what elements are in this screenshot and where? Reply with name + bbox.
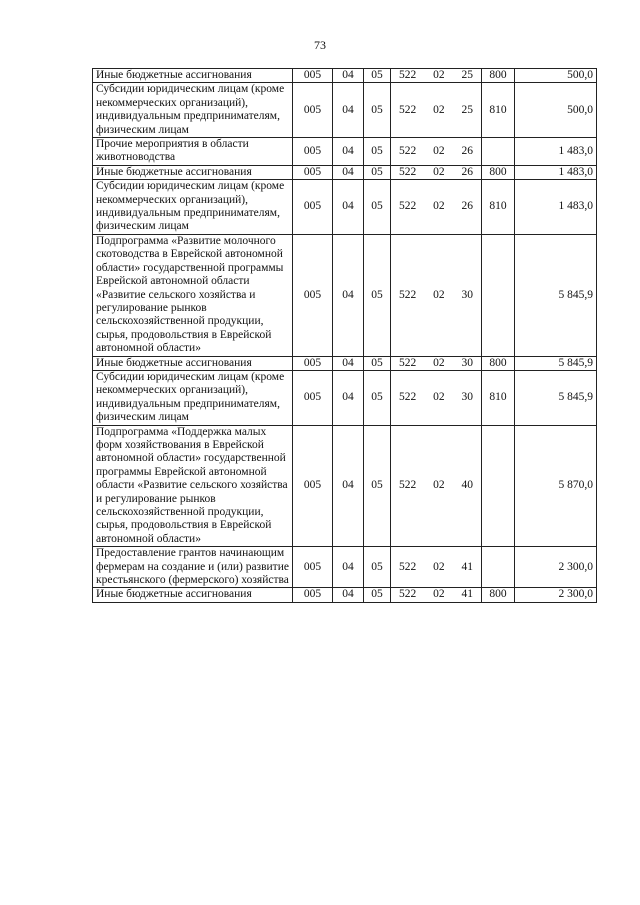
row-target-article-cell bbox=[391, 356, 482, 370]
target-article-part: 522 bbox=[399, 288, 417, 301]
row-vr-code-cell: 800 bbox=[482, 356, 515, 370]
row-vr-code-cell: 800 bbox=[482, 69, 515, 83]
target-article-part: 02 bbox=[433, 479, 445, 492]
target-article-part: 30 bbox=[461, 356, 473, 369]
row-pr-code-cell: 05 bbox=[364, 370, 391, 425]
row-gr-code-cell: 005 bbox=[293, 180, 333, 235]
row-target-article-cell bbox=[391, 588, 482, 602]
row-gr-code-cell: 005 bbox=[293, 547, 333, 588]
table-row bbox=[93, 588, 597, 602]
table-row bbox=[93, 69, 597, 83]
row-gr-code-cell: 005 bbox=[293, 370, 333, 425]
row-rz-code-cell: 04 bbox=[333, 370, 364, 425]
target-article-part: 26 bbox=[461, 200, 473, 213]
row-target-article-cell bbox=[391, 547, 482, 588]
target-article-part: 02 bbox=[433, 588, 445, 601]
table-row bbox=[93, 138, 597, 166]
row-amount-cell: 1 483,0 bbox=[515, 138, 597, 166]
table-row bbox=[93, 370, 597, 425]
row-vr-code-cell: 810 bbox=[482, 180, 515, 235]
target-article-part: 30 bbox=[461, 288, 473, 301]
target-article-code bbox=[394, 289, 478, 302]
row-name-cell: Предоставление грантов начинающим фермерам на создание и (или) развитие крестьянского (фермерского) хозяйства bbox=[93, 547, 293, 588]
row-target-article-cell bbox=[391, 69, 482, 83]
row-gr-code-cell: 005 bbox=[293, 588, 333, 602]
row-pr-code-cell: 05 bbox=[364, 588, 391, 602]
table-row bbox=[93, 425, 597, 547]
row-gr-code-cell: 005 bbox=[293, 138, 333, 166]
target-article-part: 02 bbox=[433, 200, 445, 213]
target-article-part: 522 bbox=[399, 391, 417, 404]
row-target-article-cell bbox=[391, 425, 482, 547]
row-amount-cell: 2 300,0 bbox=[515, 547, 597, 588]
table-row bbox=[93, 165, 597, 179]
target-article-part: 02 bbox=[433, 391, 445, 404]
table-row bbox=[93, 356, 597, 370]
row-rz-code-cell: 04 bbox=[333, 547, 364, 588]
row-rz-code-cell: 04 bbox=[333, 69, 364, 83]
target-article-code bbox=[394, 588, 478, 601]
row-rz-code-cell: 04 bbox=[333, 588, 364, 602]
target-article-code bbox=[394, 104, 478, 117]
row-amount-cell: 5 845,9 bbox=[515, 356, 597, 370]
row-amount-cell: 2 300,0 bbox=[515, 588, 597, 602]
row-name-cell: Подпрограмма «Поддержка малых форм хозяйствования в Еврейской автономной области» государственной программы Еврейской автономной области «Развитие сельского хозяйства и регулирование рынков сельскохозяйственной продукции, сырья, продовольствия в Еврейской автономной области» bbox=[93, 425, 293, 547]
target-article-part: 26 bbox=[461, 165, 473, 178]
target-article-part: 522 bbox=[399, 479, 417, 492]
target-article-part: 522 bbox=[399, 103, 417, 116]
target-article-part: 522 bbox=[399, 165, 417, 178]
target-article-part: 522 bbox=[399, 200, 417, 213]
row-rz-code-cell: 04 bbox=[333, 234, 364, 356]
row-vr-code-cell bbox=[482, 138, 515, 166]
target-article-code bbox=[394, 561, 478, 574]
row-target-article-cell bbox=[391, 138, 482, 166]
row-pr-code-cell: 05 bbox=[364, 138, 391, 166]
table-row bbox=[93, 83, 597, 138]
row-amount-cell: 500,0 bbox=[515, 83, 597, 138]
row-name-cell: Подпрограмма «Развитие молочного скотоводства в Еврейской автономной области» государственной программы Еврейской автономной области «Развитие сельского хозяйства и регулирование рынков сельскохозяйственной продукции, сырья, продовольствия в Еврейской автономной области» bbox=[93, 234, 293, 356]
row-amount-cell: 5 845,9 bbox=[515, 370, 597, 425]
row-gr-code-cell: 005 bbox=[293, 69, 333, 83]
target-article-part: 522 bbox=[399, 588, 417, 601]
row-name-cell: Иные бюджетные ассигнования bbox=[93, 165, 293, 179]
target-article-code bbox=[394, 357, 478, 370]
target-article-part: 40 bbox=[461, 479, 473, 492]
row-amount-cell: 5 870,0 bbox=[515, 425, 597, 547]
target-article-part: 522 bbox=[399, 356, 417, 369]
row-name-cell: Субсидии юридическим лицам (кроме некоммерческих организаций), индивидуальным предпринимателям, физическим лицам bbox=[93, 180, 293, 235]
target-article-code bbox=[394, 200, 478, 213]
row-pr-code-cell: 05 bbox=[364, 180, 391, 235]
row-amount-cell: 1 483,0 bbox=[515, 180, 597, 235]
target-article-code bbox=[394, 479, 478, 492]
row-name-cell: Иные бюджетные ассигнования bbox=[93, 588, 293, 602]
row-gr-code-cell: 005 bbox=[293, 234, 333, 356]
target-article-part: 522 bbox=[399, 144, 417, 157]
row-amount-cell: 5 845,9 bbox=[515, 234, 597, 356]
row-rz-code-cell: 04 bbox=[333, 83, 364, 138]
row-vr-code-cell: 800 bbox=[482, 588, 515, 602]
target-article-part: 41 bbox=[461, 588, 473, 601]
target-article-part: 25 bbox=[461, 103, 473, 116]
row-pr-code-cell: 05 bbox=[364, 356, 391, 370]
row-rz-code-cell: 04 bbox=[333, 180, 364, 235]
page-number: 73 bbox=[314, 38, 326, 52]
row-vr-code-cell bbox=[482, 425, 515, 547]
table-row bbox=[93, 547, 597, 588]
target-article-part: 02 bbox=[433, 560, 445, 573]
row-vr-code-cell bbox=[482, 234, 515, 356]
target-article-part: 522 bbox=[399, 560, 417, 573]
row-vr-code-cell bbox=[482, 547, 515, 588]
target-article-part: 02 bbox=[433, 165, 445, 178]
row-amount-cell: 500,0 bbox=[515, 69, 597, 83]
target-article-part: 02 bbox=[433, 144, 445, 157]
target-article-part: 02 bbox=[433, 103, 445, 116]
row-gr-code-cell: 005 bbox=[293, 356, 333, 370]
row-name-cell: Субсидии юридическим лицам (кроме некоммерческих организаций), индивидуальным предпринимателям, физическим лицам bbox=[93, 370, 293, 425]
target-article-part: 25 bbox=[461, 69, 473, 81]
table-row bbox=[93, 234, 597, 356]
row-name-cell: Субсидии юридическим лицам (кроме некоммерческих организаций), индивидуальным предпринимателям, физическим лицам bbox=[93, 83, 293, 138]
target-article-code bbox=[394, 166, 478, 179]
row-rz-code-cell: 04 bbox=[333, 138, 364, 166]
target-article-code bbox=[394, 69, 478, 82]
row-vr-code-cell: 810 bbox=[482, 83, 515, 138]
row-gr-code-cell: 005 bbox=[293, 83, 333, 138]
row-vr-code-cell: 800 bbox=[482, 165, 515, 179]
row-amount-cell: 1 483,0 bbox=[515, 165, 597, 179]
row-target-article-cell bbox=[391, 83, 482, 138]
row-pr-code-cell: 05 bbox=[364, 165, 391, 179]
row-rz-code-cell: 04 bbox=[333, 425, 364, 547]
table-body bbox=[93, 69, 597, 603]
row-target-article-cell bbox=[391, 370, 482, 425]
row-gr-code-cell: 005 bbox=[293, 425, 333, 547]
target-article-code bbox=[394, 391, 478, 404]
target-article-part: 02 bbox=[433, 288, 445, 301]
target-article-part: 30 bbox=[461, 391, 473, 404]
row-rz-code-cell: 04 bbox=[333, 165, 364, 179]
row-pr-code-cell: 05 bbox=[364, 547, 391, 588]
budget-table bbox=[92, 68, 597, 603]
row-pr-code-cell: 05 bbox=[364, 234, 391, 356]
target-article-part: 02 bbox=[433, 69, 445, 81]
target-article-code bbox=[394, 145, 478, 158]
table-row bbox=[93, 180, 597, 235]
row-name-cell: Прочие мероприятия в области животноводства bbox=[93, 138, 293, 166]
target-article-part: 02 bbox=[433, 356, 445, 369]
target-article-part: 41 bbox=[461, 560, 473, 573]
row-pr-code-cell: 05 bbox=[364, 83, 391, 138]
row-name-cell: Иные бюджетные ассигнования bbox=[93, 69, 293, 83]
row-target-article-cell bbox=[391, 234, 482, 356]
row-target-article-cell bbox=[391, 180, 482, 235]
target-article-part: 522 bbox=[399, 69, 417, 81]
row-target-article-cell bbox=[391, 165, 482, 179]
target-article-part: 26 bbox=[461, 144, 473, 157]
row-rz-code-cell: 04 bbox=[333, 356, 364, 370]
row-pr-code-cell: 05 bbox=[364, 425, 391, 547]
row-gr-code-cell: 005 bbox=[293, 165, 333, 179]
row-pr-code-cell: 05 bbox=[364, 69, 391, 83]
row-name-cell: Иные бюджетные ассигнования bbox=[93, 356, 293, 370]
row-vr-code-cell: 810 bbox=[482, 370, 515, 425]
